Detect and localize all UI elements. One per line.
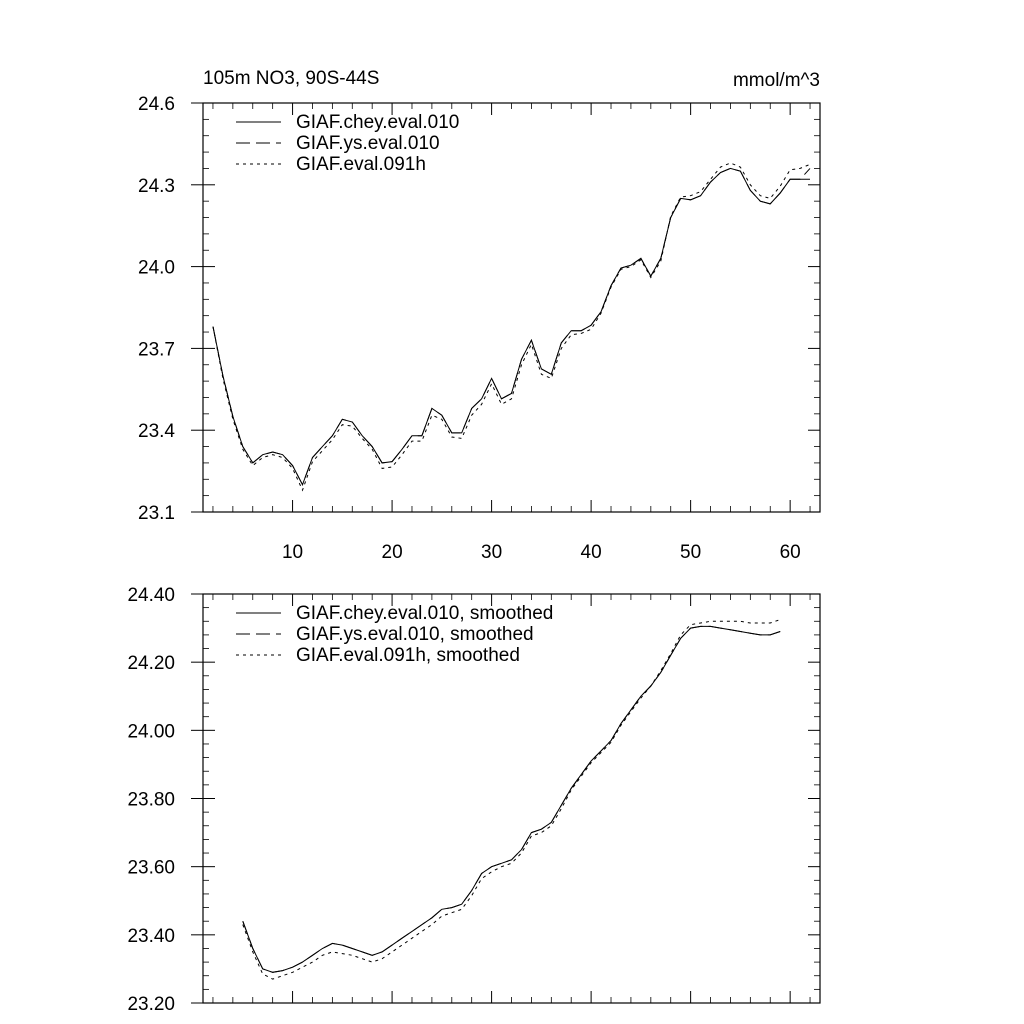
y-tick-label: 24.20 bbox=[127, 653, 175, 675]
x-tick-label: 40 bbox=[580, 542, 602, 563]
x-tick-label: 10 bbox=[281, 542, 304, 563]
legend-label: GIAF.eval.091h, smoothed bbox=[296, 645, 520, 666]
y-tick-label: 23.20 bbox=[127, 994, 175, 1015]
y-tick-label: 23.40 bbox=[127, 925, 175, 947]
legend-label: GIAF.ys.eval.010, smoothed bbox=[296, 624, 534, 645]
y-tick-label: 24.40 bbox=[127, 585, 175, 606]
x-tick-label: 60 bbox=[779, 542, 801, 563]
y-tick-label: 23.80 bbox=[127, 789, 175, 811]
y-tick-label: 23.7 bbox=[138, 339, 175, 361]
top-panel bbox=[138, 94, 820, 563]
y-tick-label: 24.0 bbox=[138, 257, 175, 279]
series-line-3 bbox=[213, 163, 810, 490]
y-tick-label: 23.60 bbox=[127, 857, 175, 879]
y-tick-label: 23.4 bbox=[138, 421, 175, 443]
y-tick-label: 24.3 bbox=[138, 175, 175, 197]
series-line-3 bbox=[243, 620, 780, 980]
x-tick-label: 50 bbox=[680, 542, 702, 563]
y-tick-label: 24.6 bbox=[138, 94, 175, 115]
x-tick-label: 20 bbox=[381, 542, 403, 563]
bottom-panel bbox=[127, 585, 820, 1015]
series-line-1 bbox=[243, 626, 780, 972]
y-tick-label: 24.00 bbox=[127, 721, 175, 743]
chart-title-left: 105m NO3, 90S-44S bbox=[203, 68, 380, 89]
series-line-2 bbox=[243, 626, 780, 972]
x-tick-label: 30 bbox=[481, 542, 503, 563]
series-line-1 bbox=[213, 168, 810, 484]
series-line-2 bbox=[213, 168, 810, 484]
y-tick-label: 23.1 bbox=[138, 503, 175, 524]
legend-label: GIAF.chey.eval.010 bbox=[296, 112, 460, 133]
chart-units-label: mmol/m^3 bbox=[732, 70, 820, 91]
legend-label: GIAF.ys.eval.010 bbox=[296, 133, 440, 154]
legend-label: GIAF.chey.eval.010, smoothed bbox=[296, 603, 554, 624]
legend-label: GIAF.eval.091h bbox=[296, 154, 426, 175]
